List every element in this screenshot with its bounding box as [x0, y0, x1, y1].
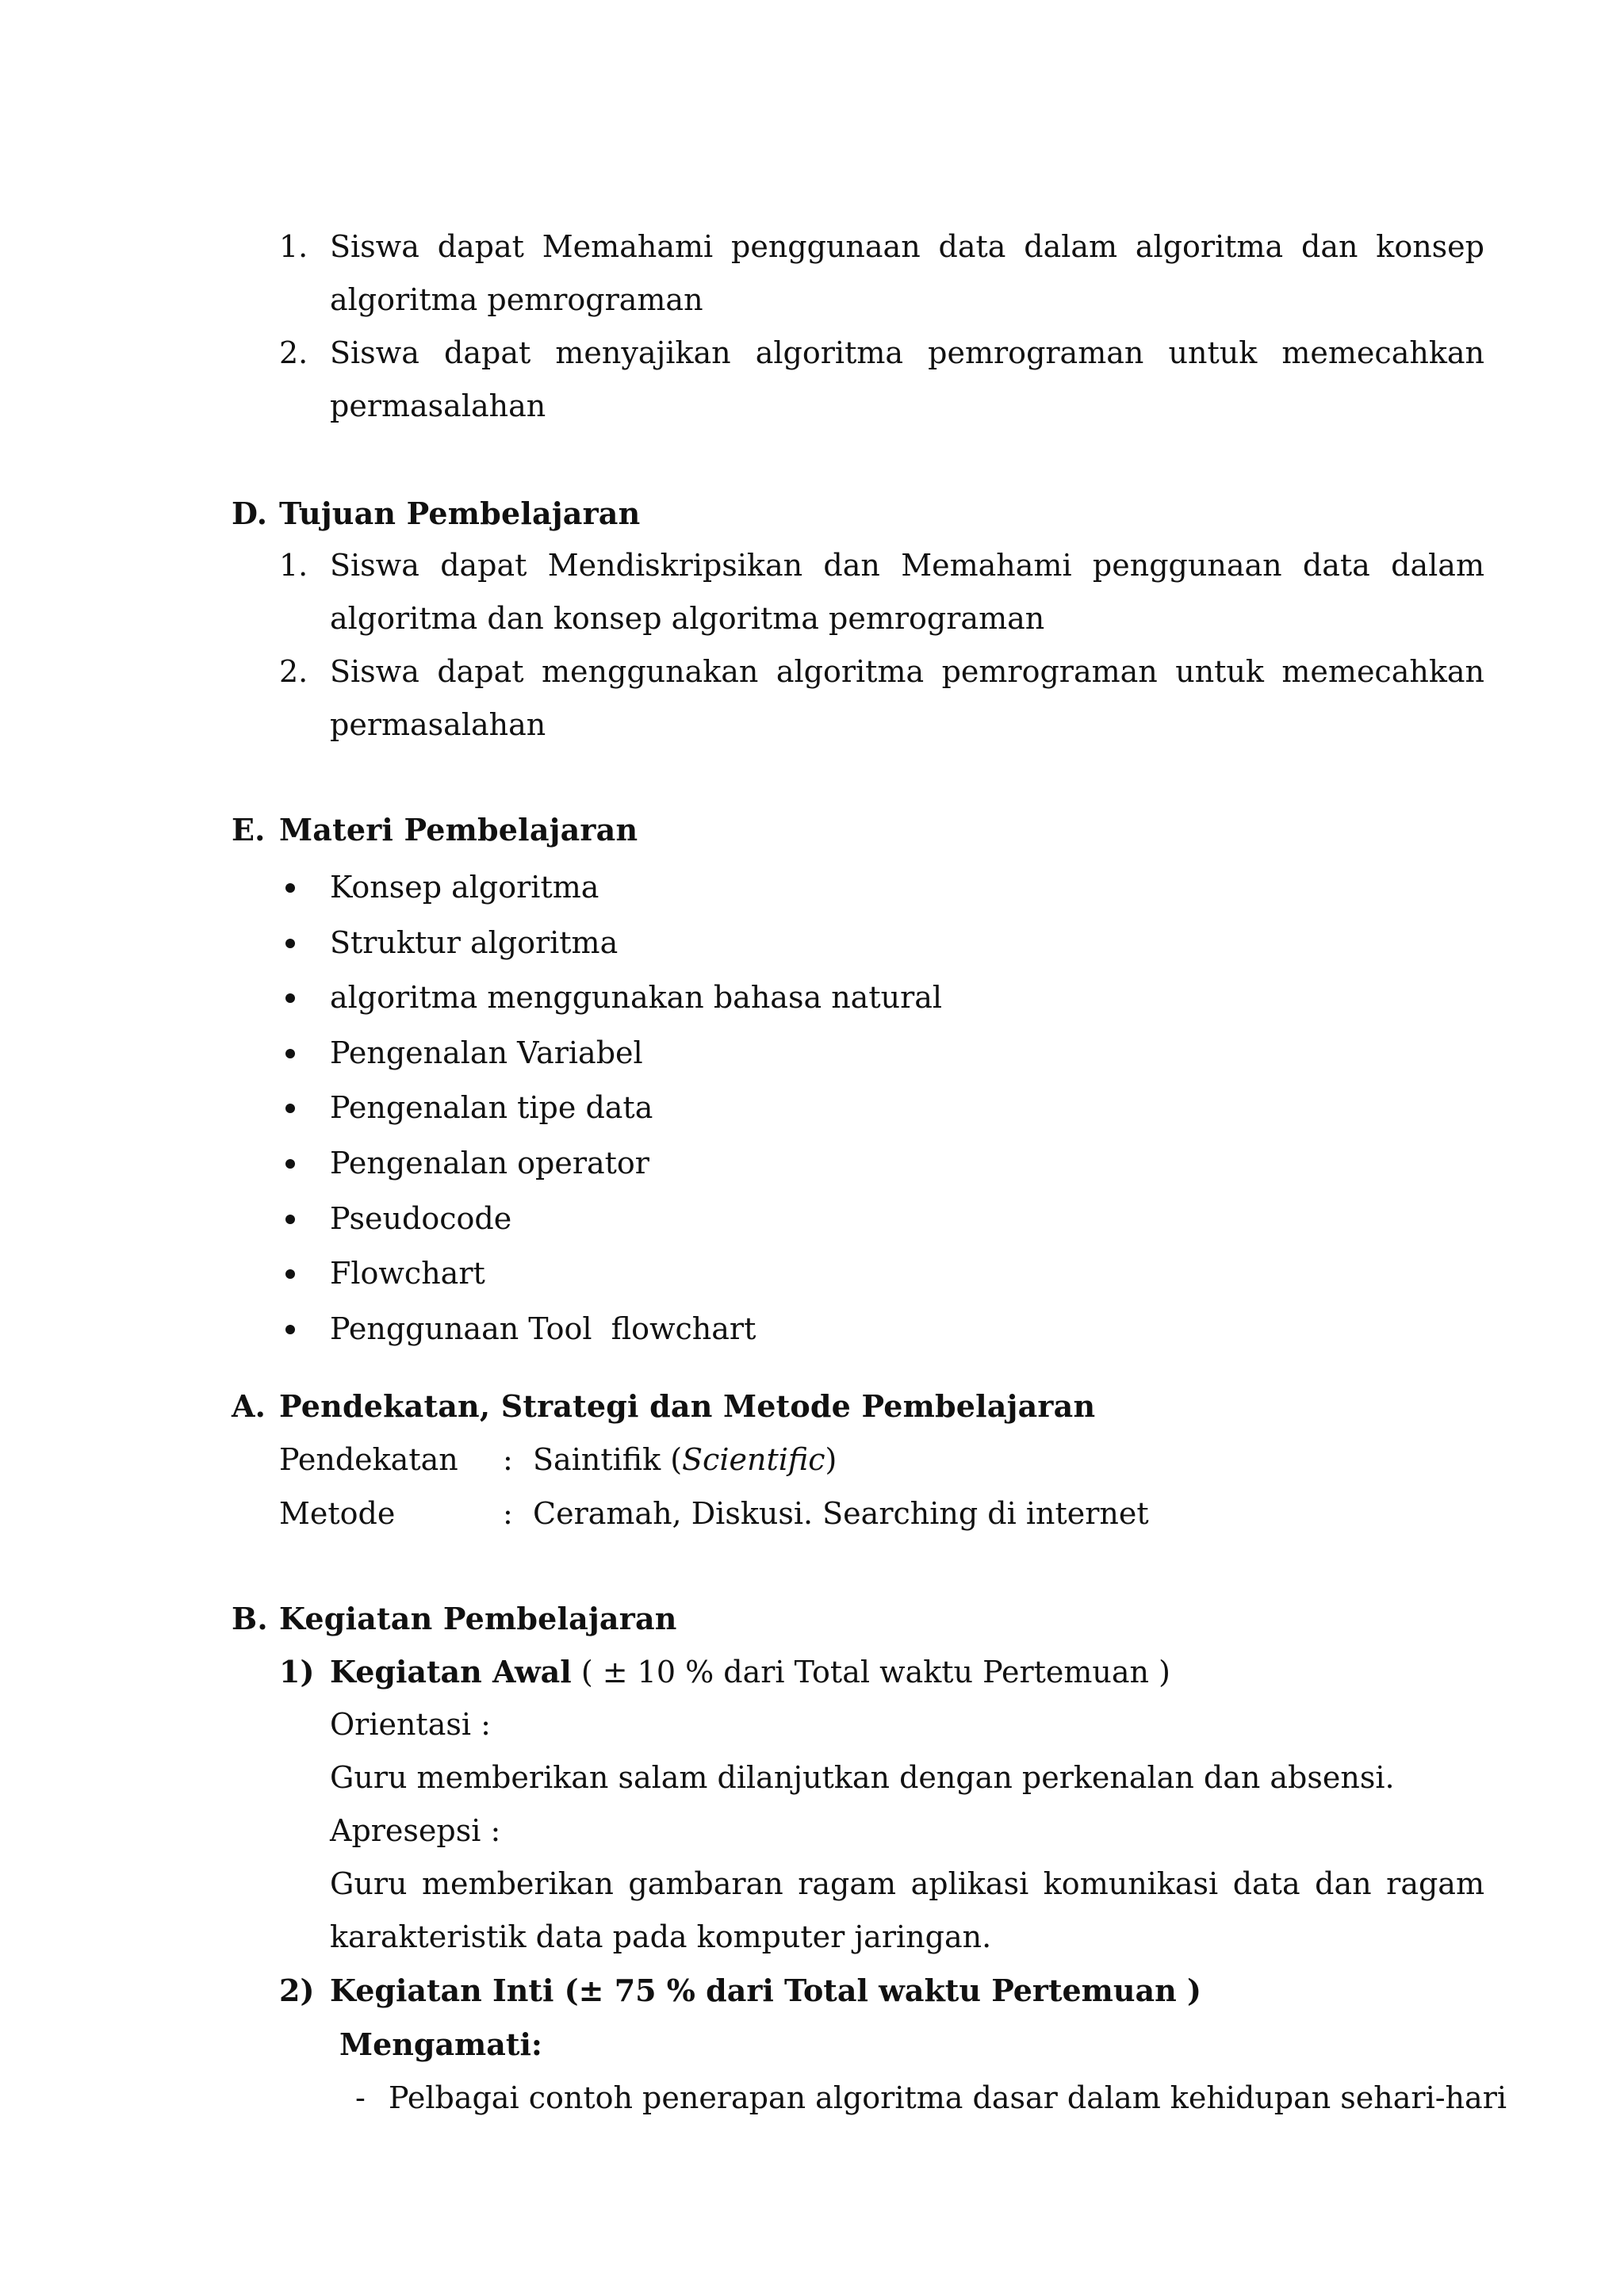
objective-item-2 [279, 645, 1484, 752]
bullet-icon [285, 1215, 295, 1224]
observe-label: Mengamati: [339, 2026, 542, 2062]
item-line: Siswa dapat menyajikan algoritma pemrograman untuk memecahkan [330, 335, 1484, 370]
list-item [279, 916, 1389, 971]
item-number: 2. [279, 335, 308, 370]
item-number: 1. [279, 229, 308, 264]
competency-item-1 [279, 220, 1484, 327]
list-item [279, 1136, 1389, 1192]
activity-title: Kegiatan Awal [330, 1654, 572, 1689]
list-item [279, 1026, 1389, 1081]
activity-heading [330, 1964, 1484, 2018]
section-a-heading [232, 1380, 1095, 1433]
item-number: 1. [279, 548, 308, 583]
section-d-heading [232, 487, 640, 540]
bullet-icon [285, 1269, 295, 1279]
bullet-icon [285, 993, 295, 1003]
section-title: Tujuan Pembelajaran [279, 496, 641, 531]
dash-marker: - [355, 2080, 366, 2115]
orientation-label: Orientasi : [330, 1707, 491, 1742]
apperception-line: karakteristik data pada komputer jaringan. [330, 1919, 992, 1954]
method-label: Metode [279, 1496, 396, 1531]
list-item [279, 860, 1389, 916]
approach-value-italic: Scientific [682, 1442, 825, 1477]
activity-number: 1) [279, 1654, 315, 1689]
section-letter: E. [232, 812, 266, 848]
material-list [279, 860, 1389, 1357]
item-line: permasalahan [330, 388, 546, 423]
section-letter: B. [232, 1601, 268, 1636]
item-line: Siswa dapat Memahami penggunaan data dalam algoritma dan konsep [330, 229, 1484, 264]
section-title: Pendekatan, Strategi dan Metode Pembelajaran [279, 1388, 1096, 1424]
activity-note: ( ± 10 % dari Total waktu Pertemuan ) [571, 1655, 1170, 1689]
apperception-label: Apresepsi : [330, 1813, 501, 1848]
list-item-text: Konsep algoritma [330, 870, 599, 905]
list-item [279, 1192, 1389, 1247]
list-item [279, 1302, 1389, 1357]
colon: : [503, 1496, 513, 1531]
bullet-icon [285, 883, 295, 893]
list-item-text: Pseudocode [330, 1200, 512, 1236]
item-text [330, 645, 1484, 752]
list-item-text: Pengenalan operator [330, 1145, 649, 1181]
list-item-text: Flowchart [330, 1256, 485, 1292]
section-title: Kegiatan Pembelajaran [279, 1601, 677, 1636]
bullet-icon [285, 1104, 295, 1113]
section-letter: D. [232, 496, 268, 531]
list-item-text: algoritma menggunakan bahasa natural [330, 980, 943, 1016]
list-item [279, 1246, 1389, 1302]
item-text [330, 539, 1484, 645]
bullet-icon [285, 939, 295, 948]
approach-value-text: Saintifik ( [533, 1442, 683, 1477]
orientation-text: Guru memberikan salam dilanjutkan dengan perkenalan dan absensi. [330, 1760, 1395, 1795]
section-title: Materi Pembelajaran [279, 812, 638, 848]
apperception-line: Guru memberikan gambaran ragam aplikasi komunikasi data dan ragam [330, 1866, 1484, 1901]
section-b-heading [232, 1592, 677, 1645]
method-value: Ceramah, Diskusi. Searching di internet [533, 1496, 1149, 1531]
item-line: algoritma pemrograman [330, 282, 703, 317]
approach-label: Pendekatan [279, 1442, 458, 1477]
activity-title: Kegiatan Inti (± 75 % dari Total waktu Pertemuan ) [330, 1973, 1201, 2008]
list-item-text: Pengenalan Variabel [330, 1035, 643, 1070]
competency-item-2 [279, 327, 1484, 433]
section-letter: A. [232, 1388, 266, 1424]
approach-value [533, 1433, 837, 1487]
activity-core [279, 1964, 1484, 2018]
bullet-icon [285, 1159, 295, 1169]
observe-item-text: Pelbagai contoh penerapan algoritma dasar dalam kehidupan sehari-hari [389, 2080, 1507, 2115]
item-text [330, 327, 1484, 433]
section-e-heading [232, 803, 638, 856]
approach-value-suffix: ) [825, 1442, 837, 1477]
list-item [279, 970, 1389, 1026]
bullet-icon [285, 1049, 295, 1058]
list-item-text: Struktur algoritma [330, 924, 619, 960]
item-number: 2. [279, 654, 308, 689]
list-item [279, 1081, 1389, 1136]
list-item-text: Pengenalan tipe data [330, 1090, 653, 1126]
item-line: algoritma dan konsep algoritma pemrograman [330, 601, 1045, 636]
objective-item-1 [279, 539, 1484, 645]
activity-number: 2) [279, 1973, 315, 2008]
list-item-text: Penggunaan Tool flowchart [330, 1311, 756, 1346]
activity-heading [330, 1645, 1484, 1699]
item-text [330, 220, 1484, 327]
activity-opening [279, 1645, 1484, 1699]
item-line: Siswa dapat menggunakan algoritma pemrograman untuk memecahkan [330, 654, 1484, 689]
item-line: Siswa dapat Mendiskripsikan dan Memahami penggunaan data dalam [330, 548, 1484, 583]
bullet-icon [285, 1325, 295, 1334]
colon: : [503, 1442, 513, 1477]
item-line: permasalahan [330, 707, 546, 742]
